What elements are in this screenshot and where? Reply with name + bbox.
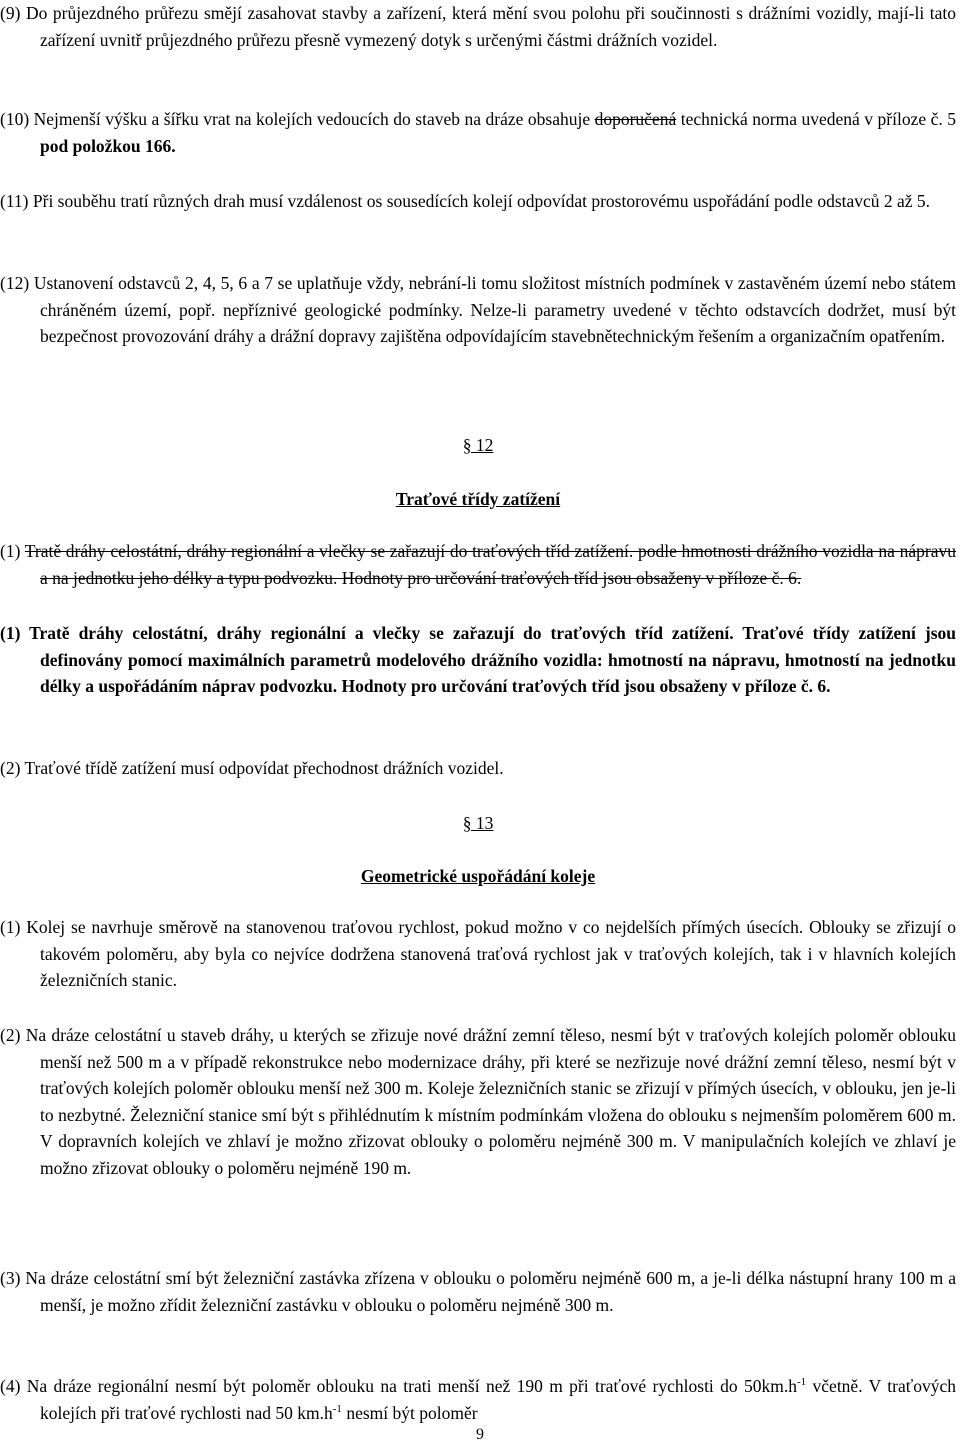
section-12-p2-text: (2) Traťové třídě zatížení musí odpovídat přechodnost drážních vozidel. xyxy=(0,758,504,778)
section-12-p1-label: (1) xyxy=(0,541,25,561)
superscript: -1 xyxy=(797,1376,807,1389)
section-12-title: Traťové třídy zatížení xyxy=(395,489,561,509)
paragraph-9 xyxy=(0,0,956,53)
paragraph-10-bold-text: pod položkou 166. xyxy=(40,135,176,156)
section-13-p4-text-a: (4) Na dráze regionální nesmí být poloměr oblouku na trati menší než 190 m při traťové rychlosti do 50km.h xyxy=(0,1376,797,1396)
paragraph-12 xyxy=(0,270,956,350)
section-13-paragraph-3 xyxy=(0,1265,956,1318)
paragraph-10-text-b: technická norma uvedená v příloze č. 5 xyxy=(676,109,957,129)
section-13-p3-text: (3) Na dráze celostátní smí být železniční zastávka zřízena v oblouku o poloměru nejméně 600 m, a je-li délka nástupní hrany 100 m a menší, je možno zřídit železniční zastávku v oblouku o poloměru nejméně 300 m. xyxy=(0,1268,956,1315)
section-13-paragraph-4 xyxy=(0,1373,956,1426)
paragraph-10 xyxy=(0,106,956,159)
section-13-p4-text-b: včetně. V traťových kolejích při traťové rychlosti nad 50 km.h xyxy=(40,1376,957,1423)
paragraph-11-text: (11) Při souběhu tratí různých drah musí vzdálenost os sousedících kolejí odpovídat prostorovému uspořádání podle odstavců 2 až 5. xyxy=(0,191,931,211)
section-13-p2-text: (2) Na dráze celostátní u staveb dráhy, u kterých se zřizuje nové drážní zemní těleso, nesmí být v traťových kolejích poloměr oblouku menší než 500 m a v případě rekonstrukce nebo modernizace dráhy, při které se nezřizuje nové drážní zemní těleso, nesmí být v traťových kolejích poloměr oblouku menší než 300 m. Koleje železničních stanic se zřizují v přímých úsecích, v oblouku, jen je-li to nezbytné. Železniční stanice smí být s přihlédnutím k místním podmínkám vložena do oblouku s nejmenším poloměrem 600 m. V dopravních kolejích ve zhlaví je možno zřizovat oblouky o poloměru nejméně 300 m. V manipulačních kolejích ve zhlaví je možno zřizovat oblouky o poloměru nejméně 190 m. xyxy=(0,1025,956,1178)
section-12-paragraph-1-new xyxy=(0,620,956,700)
section-12-p1-struck-text: Tratě dráhy celostátní, dráhy regionální a vlečky se zařazují do traťových tříd zatížení. podle hmotnosti drážního vozidla na nápravu a na jednotku jeho délky a typu podvozku. Hodnoty pro určování traťových tříd jsou obsaženy v příloze č. 6. xyxy=(24,541,956,588)
superscript: -1 xyxy=(332,1402,342,1415)
paragraph-10-text-a: (10) Nejmenší výšku a šířku vrat na kolejích vedoucích do staveb na dráze obsahuje xyxy=(0,109,595,129)
paragraph-9-text: (9) Do průjezdného průřezu smějí zasahovat stavby a zařízení, která mění svou polohu při součinnosti s drážními vozidly, mají-li tato zařízení uvnitř průjezdného průřezu přesně vymezený dotyk s určenými částmi drážních vozidel. xyxy=(0,3,956,50)
page-number: 9 xyxy=(476,1426,484,1443)
paragraph-11 xyxy=(0,188,956,215)
paragraph-10-struck-text: doporučená xyxy=(594,109,677,129)
section-13-title: Geometrické uspořádání koleje xyxy=(360,866,596,886)
section-12-paragraph-2 xyxy=(0,755,956,782)
section-13-paragraph-2 xyxy=(0,1022,956,1181)
paragraph-12-text: (12) Ustanovení odstavců 2, 4, 5, 6 a 7 se uplatňuje vždy, nebrání-li tomu složitost místních podmínek v zastavěném území nebo státem chráněném území, popř. nepříznivé geologické podmínky. Nelze-li parametry uvedené v těchto odstavcích dodržet, musí být bezpečnost provozování dráhy a drážní dopravy zajištěna odpovídajícím stavebnětechnickým řešením a organizačním opatřením. xyxy=(0,273,956,346)
section-13-p4-text-c: nesmí být poloměr xyxy=(341,1402,478,1423)
section-12-paragraph-1-struck xyxy=(0,538,956,591)
section-12-p1-new-text: (1) Tratě dráhy celostátní, dráhy regionální a vlečky se zařazují do traťových tříd zatížení. Traťové třídy zatížení jsou definovány pomocí maximálních parametrů modelového drážního vozidla: hmotností na nápravu, hmotností na jednotku délky a uspořádáním náprav podvozku. Hodnoty pro určování traťových tříd jsou obsaženy v příloze č. 6. xyxy=(0,623,956,696)
section-13-paragraph-1 xyxy=(0,914,956,994)
section-13-number: § 13 xyxy=(462,813,494,833)
section-12-number: § 12 xyxy=(462,435,494,455)
section-13-p1-text: (1) Kolej se navrhuje směrově na stanovenou traťovou rychlost, pokud možno v co nejdelších přímých úsecích. Oblouky se zřizují o takovém poloměru, aby byla co nejvíce dodržena stanovená traťová rychlost jak v traťových kolejích, tak i v hlavních kolejích železničních stanic. xyxy=(0,917,956,990)
